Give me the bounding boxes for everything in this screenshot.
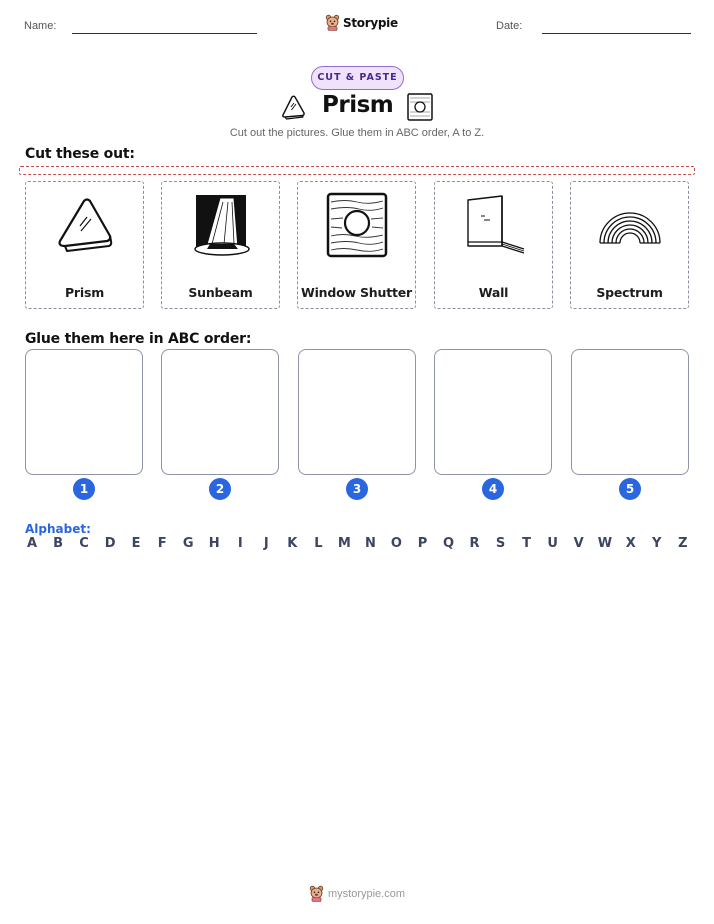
prism-icon: [54, 196, 116, 254]
card-label: Window Shutter: [300, 285, 412, 300]
alphabet-letter: Q: [442, 536, 455, 551]
instructions: Cut out the pictures. Glue them in ABC order, A to Z.: [229, 127, 485, 139]
bear-icon: [325, 14, 340, 31]
slot-number-5: 5: [619, 478, 641, 500]
alphabet-letter: B: [53, 536, 63, 551]
slot-number-3: 3: [346, 478, 368, 500]
window-shutter-icon: [325, 192, 389, 258]
alphabet-letter: U: [547, 536, 558, 551]
alphabet-letter: D: [104, 536, 116, 551]
glue-slot-1[interactable]: [25, 349, 143, 475]
glue-slot-5[interactable]: [571, 349, 689, 475]
card-label: Spectrum: [596, 285, 663, 300]
alphabet-letter: C: [79, 536, 89, 551]
slot-number-2: 2: [209, 478, 231, 500]
cut-card-sunbeam[interactable]: [161, 181, 280, 309]
card-label: Sunbeam: [188, 285, 253, 300]
alphabet-row: [25, 536, 690, 551]
alphabet-letter: J: [263, 536, 269, 551]
storypie-logo: [325, 14, 398, 31]
alphabet-letter: P: [417, 536, 428, 551]
alphabet-letter: N: [364, 536, 376, 551]
date-label: Date:: [496, 20, 523, 32]
rainbow-icon: [597, 203, 663, 247]
cut-card-wall[interactable]: [434, 181, 553, 309]
cut-card-prism[interactable]: [25, 181, 144, 309]
slot-number-4: 4: [482, 478, 504, 500]
alphabet-letter: O: [390, 536, 402, 551]
bear-icon: [309, 885, 324, 902]
cut-card-window-shutter[interactable]: [297, 181, 416, 309]
card-label: Prism: [64, 285, 105, 300]
alphabet-letter: A: [26, 536, 38, 551]
alphabet-letter: X: [625, 536, 636, 551]
name-line[interactable]: [72, 33, 257, 34]
wall-icon: [462, 194, 526, 256]
alphabet-letter: K: [287, 536, 298, 551]
alphabet-letter: T: [522, 536, 532, 551]
name-label: Name:: [24, 20, 57, 32]
alphabet-letter: E: [131, 536, 141, 551]
alphabet-letter: L: [314, 536, 323, 551]
alphabet-letter: Z: [678, 536, 688, 551]
alphabet-letter: F: [157, 536, 167, 551]
window-shutter-small-icon: [406, 92, 434, 122]
footer-site[interactable]: mystorypie.com: [327, 887, 406, 900]
alphabet-letter: W: [597, 536, 613, 551]
sunbeam-icon: [190, 192, 252, 258]
alphabet-letter: Y: [652, 536, 662, 551]
activity-badge: CUT & PASTE: [311, 66, 404, 90]
page-title: Prism: [322, 92, 394, 118]
alphabet-letter: G: [182, 536, 194, 551]
alphabet-letter: S: [495, 536, 506, 551]
glue-slot-4[interactable]: [434, 349, 552, 475]
alphabet-title: Alphabet:: [25, 522, 91, 536]
cut-card-spectrum[interactable]: [570, 181, 689, 309]
glue-heading: Glue them here in ABC order:: [25, 331, 252, 347]
brand-name: Storypie: [343, 15, 398, 30]
cut-line[interactable]: [19, 166, 695, 175]
glue-slot-2[interactable]: [161, 349, 279, 475]
alphabet-letter: V: [573, 536, 584, 551]
prism-small-icon: [279, 94, 307, 120]
footer: [0, 885, 714, 902]
cut-heading: Cut these out:: [25, 146, 135, 162]
alphabet-letter: R: [469, 536, 480, 551]
card-label: Wall: [478, 285, 509, 300]
title-row: [0, 92, 714, 124]
date-line[interactable]: [542, 33, 691, 34]
alphabet-letter: I: [237, 536, 243, 551]
alphabet-letter: H: [208, 536, 220, 551]
alphabet-letter: M: [337, 536, 351, 551]
slot-number-1: 1: [73, 478, 95, 500]
glue-slot-3[interactable]: [298, 349, 416, 475]
